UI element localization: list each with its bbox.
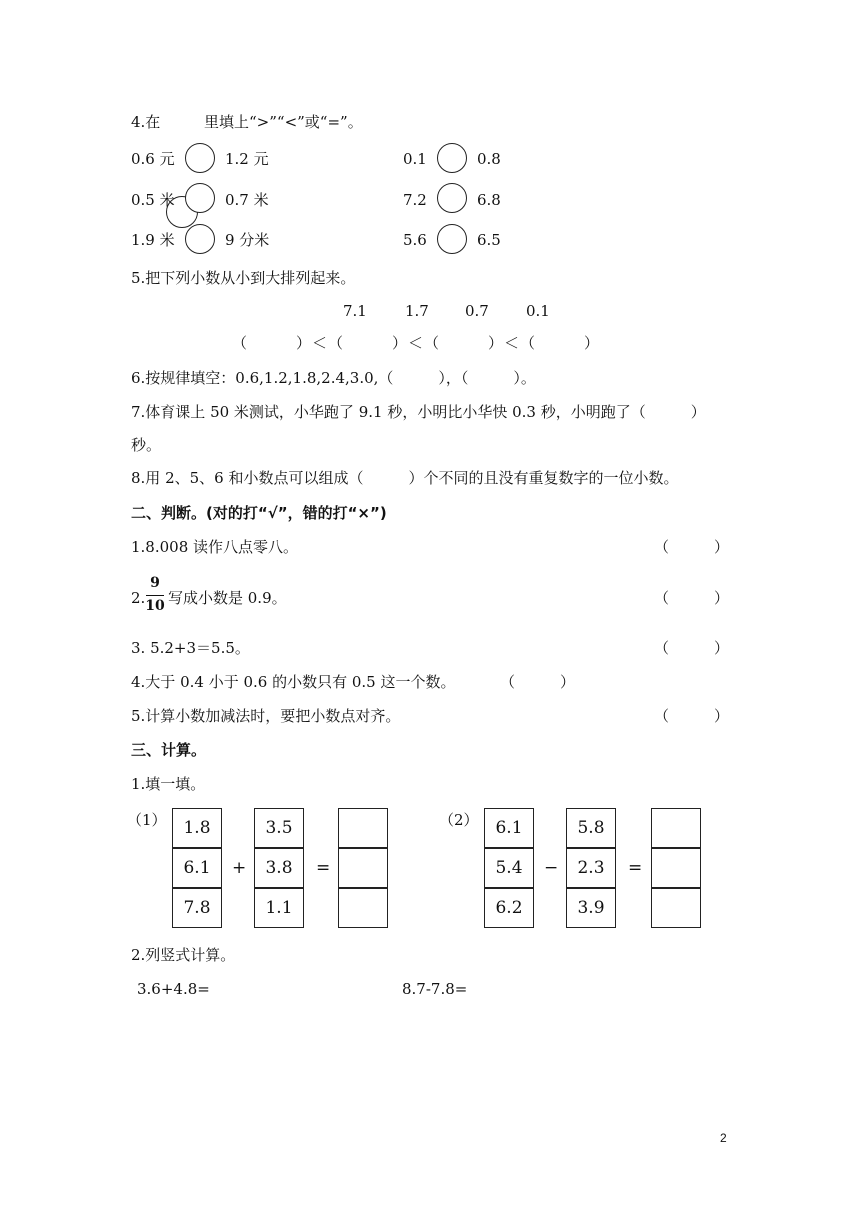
q7-line2: 秒。	[131, 436, 162, 454]
grid2-answer-cell[interactable]	[651, 848, 701, 888]
grid2-b-cell: 5.8	[566, 808, 616, 848]
judge-paren-1[interactable]: （ ）	[654, 538, 730, 556]
judge-item-5: 5.计算小数加减法时，要把小数点对齐。	[131, 707, 401, 725]
q4-r2-right1: 0.7 米	[225, 191, 269, 209]
compare-circle[interactable]	[185, 143, 215, 173]
q4-r3-right2: 6.5	[477, 231, 501, 249]
q4-r3-left2: 5.6	[403, 231, 427, 249]
grid1-answer-cell[interactable]	[338, 888, 388, 928]
grid1-b-cell: 3.5	[254, 808, 304, 848]
q7-line1: 7.体育课上 50 米测试，小华跑了 9.1 秒，小明比小华快 0.3 秒，小明跑了（ ）	[131, 403, 706, 421]
grid1-answer-cell[interactable]	[338, 808, 388, 848]
compare-circle[interactable]	[437, 224, 467, 254]
q5-number: 0.1	[526, 302, 550, 320]
q8-text: 8.用 2、5、6 和小数点可以组成（ ）个不同的且没有重复数字的一位小数。	[131, 469, 679, 487]
section3-sub1: 1.填一填。	[131, 775, 206, 793]
grid2-answer-cell[interactable]	[651, 808, 701, 848]
grid2-b-cell: 3.9	[566, 888, 616, 928]
section2-heading: 二、判断。(对的打“√”，错的打“×”)	[131, 504, 387, 522]
q4-r1-right2: 0.8	[477, 150, 501, 168]
grid1-label: （1）	[127, 811, 167, 829]
compare-circle[interactable]	[185, 224, 215, 254]
q4-prompt-start: 4.在	[131, 113, 161, 131]
judge-item-4: 4.大于 0.4 小于 0.6 的小数只有 0.5 这一个数。	[131, 673, 456, 691]
q5-number: 1.7	[405, 302, 429, 320]
grid1-b-cell: 3.8	[254, 848, 304, 888]
q4-prompt-end: 里填上“>”“<”或“=”。	[204, 113, 363, 131]
compare-circle[interactable]	[437, 143, 467, 173]
judge-paren-2[interactable]: （ ）	[654, 589, 730, 607]
judge-paren-5[interactable]: （ ）	[654, 707, 730, 725]
grid1-a-cell: 1.8	[172, 808, 222, 848]
q4-r2-right2: 6.8	[477, 191, 501, 209]
grid2-a-cell: 5.4	[484, 848, 534, 888]
grid2-answer-cell[interactable]	[651, 888, 701, 928]
q4-r1-right1: 1.2 元	[225, 150, 269, 168]
grid1-a-cell: 7.8	[172, 888, 222, 928]
q5-number: 0.7	[465, 302, 489, 320]
grid2-label: （2）	[439, 811, 479, 829]
grid2-b-cell: 2.3	[566, 848, 616, 888]
grid1-answer-cell[interactable]	[338, 848, 388, 888]
plus-operator: +	[232, 858, 247, 878]
judge-item-2: 写成小数是 0.9。	[168, 589, 287, 607]
grid1-a-cell: 6.1	[172, 848, 222, 888]
q4-r3-right1: 9 分米	[225, 231, 270, 249]
q4-r1-left2: 0.1	[403, 150, 427, 168]
grid2-a-cell: 6.2	[484, 888, 534, 928]
page-number: 2	[720, 1131, 727, 1145]
calc-b: 8.7-7.8=	[402, 980, 468, 998]
section3-heading: 三、计算。	[131, 741, 207, 759]
compare-circle[interactable]	[185, 183, 215, 213]
judge-paren-4[interactable]: （ ）	[500, 673, 576, 691]
fraction-numerator: 9	[150, 575, 160, 591]
judge-item-1: 1.8.008 读作八点零八。	[131, 538, 299, 556]
grid1-b-cell: 1.1	[254, 888, 304, 928]
q4-r2-left1: 0.5 米	[131, 191, 175, 209]
equals-operator: =	[316, 858, 331, 878]
fraction-denominator: 10	[145, 598, 165, 614]
section3-sub2: 2.列竖式计算。	[131, 946, 236, 964]
judge-item-2-prefix: 2.	[131, 589, 146, 607]
judge-paren-3[interactable]: （ ）	[654, 639, 730, 657]
compare-circle[interactable]	[437, 183, 467, 213]
minus-operator: −	[544, 858, 559, 878]
fraction-bar	[146, 595, 164, 596]
judge-item-3: 3. 5.2+3＝5.5。	[131, 639, 250, 657]
calc-a: 3.6+4.8=	[137, 980, 210, 998]
q4-r2-left2: 7.2	[403, 191, 427, 209]
q4-r3-left1: 1.9 米	[131, 231, 175, 249]
q5-blanks[interactable]: （ ）＜（ ）＜（ ）＜（ ）	[232, 334, 601, 352]
q4-r1-left1: 0.6 元	[131, 150, 175, 168]
q6-text: 6.按规律填空：0.6,1.2,1.8,2.4,3.0,（ ），（ ）。	[131, 369, 536, 387]
q5-number: 7.1	[343, 302, 367, 320]
q5-prompt: 5.把下列小数从小到大排列起来。	[131, 269, 356, 287]
grid2-a-cell: 6.1	[484, 808, 534, 848]
equals-operator: =	[628, 858, 643, 878]
